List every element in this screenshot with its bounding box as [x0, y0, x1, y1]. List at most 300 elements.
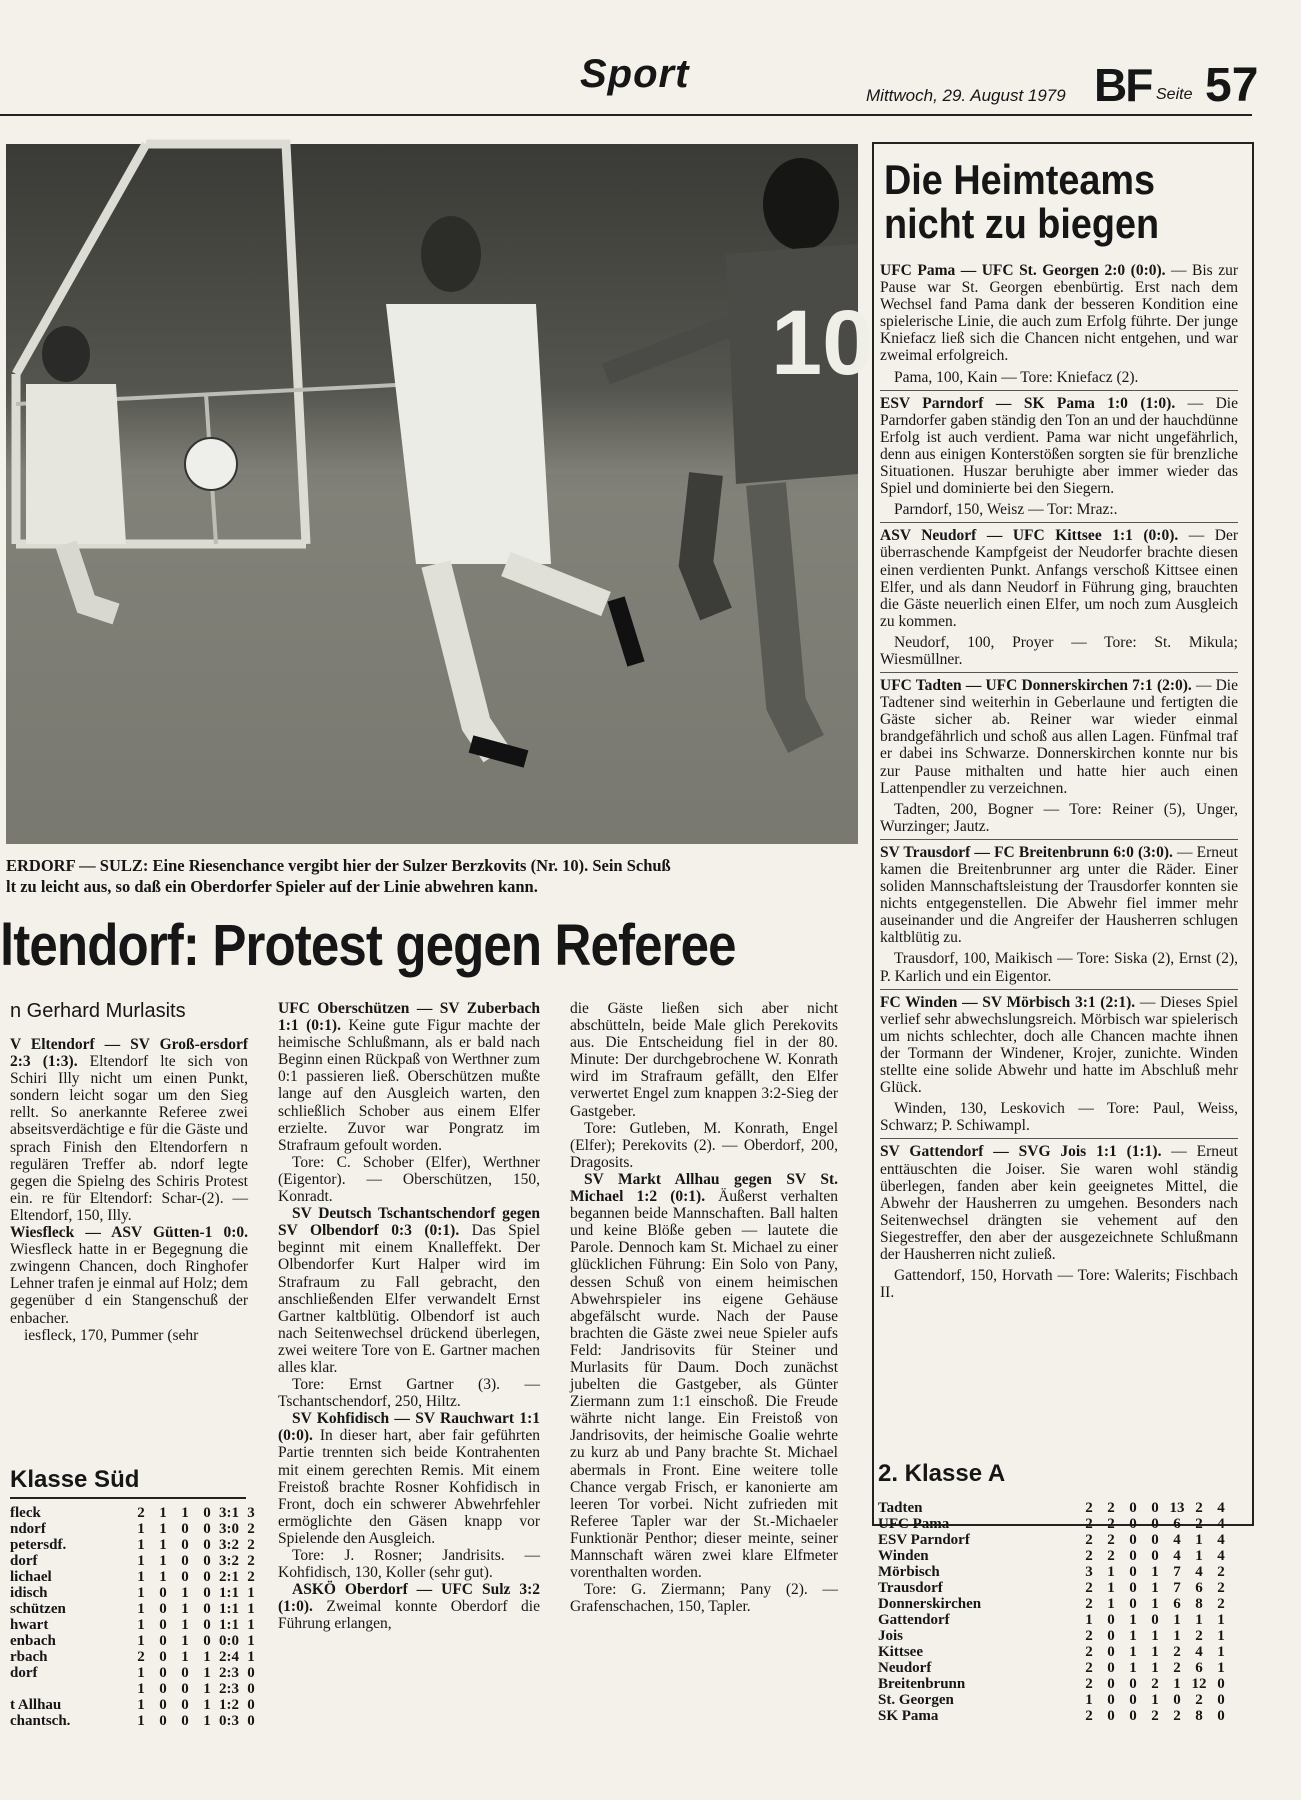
- stat-cell: 4: [1217, 1532, 1225, 1548]
- page-number: 57: [1205, 59, 1259, 112]
- stat-cell: 0: [159, 1633, 167, 1649]
- stat-cell: 6: [1195, 1580, 1203, 1596]
- stat-cell: 1: [203, 1681, 211, 1697]
- stat-cell: 1: [1217, 1628, 1225, 1644]
- stat-cell: 2: [1107, 1532, 1115, 1548]
- stat-cell: 0: [1107, 1628, 1115, 1644]
- stat-cell: 3: [247, 1505, 255, 1521]
- stat-cell: 1: [1129, 1660, 1137, 1676]
- divider: [880, 989, 1238, 990]
- stat-cell: 0: [159, 1617, 167, 1633]
- stat-cell: 0: [1129, 1500, 1137, 1516]
- table-row: [878, 1612, 1232, 1628]
- stat-cell: 1: [1151, 1644, 1159, 1660]
- stat-cell: 2: [247, 1521, 255, 1537]
- match-heading: SV Markt Allhau gegen SV St. Michael 1:2 (0:1).: [570, 1170, 838, 1206]
- stat-cell: 2: [1085, 1676, 1093, 1692]
- stat-cell: 1: [1107, 1596, 1115, 1612]
- stat-cell: 2: [247, 1569, 255, 1585]
- team-name: St. Georgen: [878, 1692, 954, 1708]
- stat-cell: 0: [159, 1649, 167, 1665]
- stat-cell: 4: [1217, 1548, 1225, 1564]
- stat-cell: 1: [203, 1665, 211, 1681]
- match-report: Äußerst verhalten begannen beide Mannschaften. Ball halten und keine Blöße geben — lautete die Parole. Dennoch kam St. Michael zu einer glücklichen Führung: Ein Solo von Pany, dessen Schuß von einem heimischen Abwehrspieler ins eigene Gehäuse abgefälscht wurde. Nach der Pause brachten die Gäste zwei neue Spieler aufs Feld: Jandrisovits für Steiner und Murlasits für Daum. Doch zunächst jubelten die Gastgeber, als Günter Ziermann zum 1:1 einschoß. Die Freude währte nicht lange. Ein Freistoß von Jandrisovits, der heimische Goalie wehrte zu kurz ab und Pany brachte St. Michael abermals in Front. Eine weitere tolle Chance vergab Frisch, er kanonierte am leeren Tor vorbei. Nicht zufrieden mit Referee Tapler war der St.-Michaeler Funktionär Penthor; dieser meinte, seiner Mannschaft wären zwei klare Elfmeter vorenthalten worden.: [570, 1188, 838, 1582]
- stat-cell: 1: [181, 1617, 189, 1633]
- stat-cell: 0: [181, 1537, 189, 1553]
- stat-cell: 1: [137, 1713, 145, 1729]
- stat-cell: 0: [1151, 1532, 1159, 1548]
- table-row: [878, 1628, 1232, 1644]
- match-report: Eltendorf lte sich von Schiri Illy nicht um einen Punkt, sondern leicht sogar um den Sieg rellt. So anerkannte Referee zwei abseitsverdächtige e für die Gäste und sprach Finish den Eltendorfern n regulären Treffer ab. ndorf legte gegen die Spielng des Schiris Protest ein. re für Eltendorf: Schar-(2). — Eltendorf, 150, Illy.: [10, 1053, 248, 1224]
- standings-title: Klasse Süd: [10, 1466, 140, 1493]
- stat-cell: 0: [1129, 1532, 1137, 1548]
- stat-cell: 1: [1085, 1692, 1093, 1708]
- divider: [880, 522, 1238, 523]
- stat-cell: 1:1: [219, 1617, 239, 1633]
- stat-cell: 0: [1129, 1564, 1137, 1580]
- stat-cell: 1: [1217, 1612, 1225, 1628]
- divider: [880, 390, 1238, 391]
- stat-cell: 0: [1129, 1516, 1137, 1532]
- stat-cell: 1: [137, 1633, 145, 1649]
- standings-rule: [10, 1497, 246, 1499]
- stat-cell: 0: [159, 1713, 167, 1729]
- stat-cell: 2:1: [219, 1569, 239, 1585]
- paragraph: [880, 677, 1238, 797]
- stat-cell: 2: [1085, 1516, 1093, 1532]
- stat-cell: 0: [1129, 1548, 1137, 1564]
- stat-cell: 0: [159, 1601, 167, 1617]
- stat-cell: 0: [203, 1505, 211, 1521]
- stat-cell: 1: [137, 1681, 145, 1697]
- stat-cell: 2: [1085, 1548, 1093, 1564]
- stat-cell: 2: [1085, 1596, 1093, 1612]
- stat-cell: 1: [137, 1665, 145, 1681]
- stat-cell: 0: [181, 1553, 189, 1569]
- team-name: enbach: [10, 1633, 56, 1649]
- match-result: Tore: Gutleben, M. Konrath, Engel (Elfer); Perekovits (2). — Oberdorf, 200, Dragosits.: [570, 1119, 838, 1171]
- table-row: [878, 1692, 1232, 1708]
- stat-cell: 0: [203, 1617, 211, 1633]
- match-report: die Gäste ließen sich aber nicht abschütteln, beide Male glich Perekovits aus. Die Entscheidung fiel in der 80. Minute: Der durchgebrochene W. Konrath wird im Strafraum gefällt, den Elfer verwertet Engel zum knappen 3:2-Sieg der Gastgeber.: [570, 1000, 838, 1120]
- match-report: — Die Tadtener sind weiterhin in Geberlaune und fertigten die Gäste sicher ab. Reiner war wieder einmal brandgefährlich und schoß aus allen Lagen. Fünfmal traf er dabei ins Schwarze. Donnerskirchen konnte nur bis zur Pause mithalten und hatte hier auch einen Lattenpendler zu verzeichnen.: [880, 677, 1238, 797]
- stat-cell: 0: [1217, 1708, 1225, 1724]
- stat-cell: 0: [181, 1713, 189, 1729]
- stat-cell: 0: [1129, 1692, 1137, 1708]
- sidebar-headline: Die Heimteams nicht zu biegen: [884, 156, 1160, 247]
- match-heading: UFC Oberschützen — SV Zuberbach 1:1 (0:1).: [278, 1000, 540, 1035]
- stat-cell: 0: [181, 1697, 189, 1713]
- match-result: Tore: Ernst Gartner (3). — Tschantschendorf, 250, Hiltz.: [278, 1376, 540, 1411]
- stat-cell: 2: [1173, 1708, 1181, 1724]
- paragraph: [880, 262, 1238, 365]
- team-name: Kittsee: [878, 1644, 923, 1660]
- stat-cell: 4: [1217, 1500, 1225, 1516]
- stat-cell: 1: [181, 1505, 189, 1521]
- stat-cell: 0: [1107, 1692, 1115, 1708]
- table-row: [878, 1564, 1232, 1580]
- paragraph: [880, 1143, 1238, 1263]
- stat-cell: 4: [1217, 1516, 1225, 1532]
- stat-cell: 2: [1151, 1708, 1159, 1724]
- stat-cell: 1: [137, 1697, 145, 1713]
- jersey-number: 10: [771, 292, 874, 394]
- stat-cell: 1: [1195, 1612, 1203, 1628]
- stat-cell: 0: [181, 1681, 189, 1697]
- stat-cell: 1: [137, 1617, 145, 1633]
- stat-cell: 2: [1195, 1692, 1203, 1708]
- team-name: SK Pama: [878, 1708, 939, 1724]
- stat-cell: 2: [247, 1553, 255, 1569]
- team-name: ndorf: [10, 1521, 46, 1537]
- paragraph: [880, 994, 1238, 1097]
- match-result: Neudorf, 100, Proyer — Tore: St. Mikula; Wiesmüllner.: [880, 633, 1238, 668]
- stat-cell: 0: [1129, 1708, 1137, 1724]
- divider: [880, 672, 1238, 673]
- stat-cell: 0: [247, 1697, 255, 1713]
- stat-cell: 0: [1151, 1516, 1159, 1532]
- team-name: UFC Pama: [878, 1516, 950, 1532]
- team-name: dorf: [10, 1665, 38, 1681]
- stat-cell: 4: [1173, 1548, 1181, 1564]
- stat-cell: 2: [1107, 1500, 1115, 1516]
- article-headline: ltendorf: Protest gegen Referee: [0, 913, 736, 978]
- stat-cell: 1: [247, 1649, 255, 1665]
- match-report: — Erneut enttäuschten die Joiser. Sie waren wohl ständig überlegen, fanden aber kein geeignetes Mittel, die Abwehr der Hausherren zu umgehen. Besonders nach Seitenwechsel drängten sie vehement auf den Siegestreffer, den aber der ausgezeichnete Schlußmann der Hausherren nicht zuließ.: [880, 1143, 1238, 1263]
- match-report: — Die Parndorfer gaben ständig den Ton an und der hauchdünne Erfolg ist auch verdient. Pama war nicht ungefährlich, denn aus einigen Konterstößen sorgten sie für brenzliche Situationen. Huszar beruhigte aber immer wieder das Spiel und dominierte bei den Siegern.: [880, 394, 1238, 498]
- stat-cell: 1: [1173, 1612, 1181, 1628]
- stat-cell: 3:1: [219, 1505, 239, 1521]
- paragraph: [278, 1410, 540, 1547]
- stat-cell: 1: [1195, 1532, 1203, 1548]
- stat-cell: 1: [203, 1713, 211, 1729]
- team-name: Jois: [878, 1628, 904, 1644]
- stat-cell: 0: [181, 1521, 189, 1537]
- stat-cell: 1: [1173, 1628, 1181, 1644]
- stat-cell: 3:2: [219, 1537, 239, 1553]
- stat-cell: 0:3: [219, 1713, 239, 1729]
- stat-cell: 2: [1085, 1532, 1093, 1548]
- team-name: petersdf.: [10, 1537, 67, 1553]
- stat-cell: 4: [1195, 1564, 1203, 1580]
- stat-cell: 4: [1195, 1644, 1203, 1660]
- stat-cell: 0: [1129, 1580, 1137, 1596]
- stat-cell: 0: [203, 1569, 211, 1585]
- stat-cell: 7: [1173, 1564, 1181, 1580]
- stat-cell: 1: [247, 1601, 255, 1617]
- stat-cell: 6: [1195, 1660, 1203, 1676]
- stat-cell: 2:3: [219, 1665, 239, 1681]
- stat-cell: 1: [1107, 1580, 1115, 1596]
- stat-cell: 1: [1217, 1660, 1225, 1676]
- stat-cell: 1:1: [219, 1601, 239, 1617]
- table-row: [10, 1521, 262, 1537]
- divider: [880, 1138, 1238, 1139]
- stat-cell: 2: [1107, 1516, 1115, 1532]
- standings-table: [10, 1505, 262, 1729]
- stat-cell: 1: [1107, 1564, 1115, 1580]
- stat-cell: 0: [1151, 1548, 1159, 1564]
- table-row: [10, 1633, 262, 1649]
- stat-cell: 1: [203, 1697, 211, 1713]
- stat-cell: 0: [203, 1537, 211, 1553]
- match-heading: SV Kohfidisch — SV Rauchwart 1:1 (0:0).: [278, 1410, 540, 1445]
- paragraph: [278, 1205, 540, 1376]
- stat-cell: 1: [181, 1601, 189, 1617]
- caption-line: ERDORF — SULZ: Eine Riesenchance vergibt hier der Sulzer Berzkovits (Nr. 10). Sein Schuß: [6, 856, 671, 875]
- divider: [880, 839, 1238, 840]
- stat-cell: 0: [159, 1697, 167, 1713]
- standings-table: [878, 1500, 1232, 1724]
- paragraph: [880, 395, 1238, 498]
- match-heading: V Eltendorf — SV Groß-ersdorf 2:3 (1:3).: [10, 1036, 248, 1071]
- table-row: [878, 1580, 1232, 1596]
- stat-cell: 0: [181, 1569, 189, 1585]
- stat-cell: 7: [1173, 1580, 1181, 1596]
- stat-cell: 1: [247, 1617, 255, 1633]
- team-name: Trausdorf: [878, 1580, 943, 1596]
- table-row: [878, 1644, 1232, 1660]
- match-report: Wiesfleck hatte in er Begegnung die zwingenn Chancen, doch Ringhofer Lehner trafen je einmal auf Holz; dem gegenüber d ein Stangenschuß der enbacher.: [10, 1241, 248, 1327]
- stat-cell: 13: [1169, 1500, 1185, 1516]
- stat-cell: 1: [1195, 1548, 1203, 1564]
- stat-cell: 0: [203, 1553, 211, 1569]
- team-name: fleck: [10, 1505, 41, 1521]
- match-report: — Bis zur Pause war St. Georgen ebenbürtig. Erst nach dem Wechsel fand Pama dank der besseren Kondition eine spielerische Linie, die auch zum Erfolg führte. Der junge Kniefacz ließ sich die Chancen nicht entgehen, und war zweimal erfolgreich.: [880, 262, 1238, 365]
- match-heading: SV Trausdorf — FC Breitenbrunn 6:0 (3:0).: [880, 843, 1173, 861]
- team-name: chantsch.: [10, 1713, 71, 1729]
- paragraph: [880, 527, 1238, 630]
- stat-cell: 3:0: [219, 1521, 239, 1537]
- stat-cell: 1: [137, 1601, 145, 1617]
- team-name: rbach: [10, 1649, 48, 1665]
- stat-cell: 1: [181, 1649, 189, 1665]
- photo-caption: [6, 855, 856, 897]
- team-name: Winden: [878, 1548, 929, 1564]
- match-report: — Dieses Spiel verlief sehr abwechslungsreich. Mörbisch war spielerisch um nichts schlechter, doch alle Chancen machte ihnen der Tormann der Windener, Krojer, zunichte. Winden stellte eine solide Abwehr und hatte im Abschluß mehr Glück.: [880, 993, 1238, 1097]
- table-row: [878, 1516, 1232, 1532]
- match-result: Winden, 130, Leskovich — Tore: Paul, Weiss, Schwarz; P. Schiwampl.: [880, 1100, 1238, 1135]
- table-row: [10, 1601, 262, 1617]
- table-row: [10, 1697, 262, 1713]
- match-result: Gattendorf, 150, Horvath — Tore: Walerits; Fischbach II.: [880, 1267, 1238, 1302]
- stat-cell: 1: [137, 1553, 145, 1569]
- stat-cell: 1: [1173, 1676, 1181, 1692]
- stat-cell: 2: [1151, 1676, 1159, 1692]
- stat-cell: 2: [1217, 1580, 1225, 1596]
- table-row: [10, 1569, 262, 1585]
- table-row: [878, 1660, 1232, 1676]
- stat-cell: 1: [247, 1633, 255, 1649]
- stat-cell: 1: [1151, 1580, 1159, 1596]
- table-row: [878, 1708, 1232, 1724]
- stat-cell: 1: [137, 1585, 145, 1601]
- match-result: Tore: C. Schober (Elfer), Werthner (Eigentor). — Oberschützen, 150, Konradt.: [278, 1153, 540, 1206]
- stat-cell: 1:2: [219, 1697, 239, 1713]
- match-result: iesfleck, 170, Pummer (sehr: [24, 1326, 199, 1344]
- stat-cell: 0: [1129, 1676, 1137, 1692]
- match-result: Parndorf, 150, Weisz — Tor: Mraz:.: [894, 501, 1118, 519]
- stat-cell: 0: [203, 1633, 211, 1649]
- match-report: Das Spiel beginnt mit einem Knalleffekt. Der Olbendorfer Kurt Halper wird im Strafraum zu Fall gebracht, den anschließenden Elfer verwandelt Ernst Gartner kaltblütig. Olbendorf ist auch nach Seitenwechsel drückend überlegen, zwei weitere Tore von E. Gartner machen alles klar.: [278, 1222, 541, 1376]
- stat-cell: 3: [1085, 1564, 1093, 1580]
- stat-cell: 2: [1085, 1644, 1093, 1660]
- issue-date: Mittwoch, 29. August 1979: [866, 86, 1066, 105]
- stat-cell: 8: [1195, 1596, 1203, 1612]
- team-name: Breitenbrunn: [878, 1676, 966, 1692]
- stat-cell: 0: [159, 1681, 167, 1697]
- stat-cell: 1: [1151, 1660, 1159, 1676]
- table-row: [10, 1617, 262, 1633]
- team-name: dorf: [10, 1553, 38, 1569]
- team-name: idisch: [10, 1585, 48, 1601]
- table-row: [10, 1665, 262, 1681]
- stat-cell: 2: [1217, 1564, 1225, 1580]
- stat-cell: 0: [1173, 1692, 1181, 1708]
- caption-line: lt zu leicht aus, so daß ein Oberdorfer Spieler auf der Linie abwehren kann.: [6, 877, 538, 896]
- stat-cell: 0: [159, 1665, 167, 1681]
- table-row: [878, 1676, 1232, 1692]
- table-row: [10, 1585, 262, 1601]
- stat-cell: 2: [1217, 1596, 1225, 1612]
- stat-cell: 1: [159, 1553, 167, 1569]
- team-name: lichael: [10, 1569, 52, 1585]
- team-name: t Allhau: [10, 1697, 62, 1713]
- team-name: schützen: [10, 1601, 66, 1617]
- stat-cell: 12: [1191, 1676, 1207, 1692]
- stat-cell: 0: [1217, 1692, 1225, 1708]
- stat-cell: 2: [1195, 1628, 1203, 1644]
- stat-cell: 6: [1173, 1596, 1181, 1612]
- stat-cell: 1: [181, 1633, 189, 1649]
- football: [185, 438, 237, 490]
- stat-cell: 2: [1085, 1660, 1093, 1676]
- match-heading: UFC Tadten — UFC Donnerskirchen 7:1 (2:0).: [880, 677, 1192, 695]
- stat-cell: 2: [1085, 1628, 1093, 1644]
- stat-cell: 1: [1129, 1644, 1137, 1660]
- match-heading: Wiesfleck — ASV Gütten-1 0:0.: [10, 1224, 248, 1242]
- header-rule: [0, 114, 1252, 116]
- stat-cell: 0: [1107, 1612, 1115, 1628]
- match-heading: ASV Neudorf — UFC Kittsee 1:1 (0:0).: [880, 527, 1179, 545]
- stat-cell: 1: [181, 1585, 189, 1601]
- stat-cell: 1:1: [219, 1585, 239, 1601]
- match-result: Tore: G. Ziermann; Pany (2). — Grafenschachen, 150, Tapler.: [570, 1581, 838, 1616]
- table-row: [878, 1596, 1232, 1612]
- team-name: Donnerskirchen: [878, 1596, 982, 1612]
- team-name: ESV Parndorf: [878, 1532, 970, 1548]
- match-result: Trausdorf, 100, Maikisch — Tore: Siska (2), Ernst (2), P. Karlich und ein Eigentor.: [880, 950, 1238, 985]
- stat-cell: 0: [1107, 1644, 1115, 1660]
- team-name: Neudorf: [878, 1660, 932, 1676]
- paragraph: [570, 1171, 838, 1581]
- stat-cell: 2: [1085, 1708, 1093, 1724]
- stat-cell: 1: [1129, 1612, 1137, 1628]
- match-result: Tore: J. Rosner; Jandrisits. — Kohfidisch, 130, Koller (sehr gut).: [278, 1547, 540, 1582]
- stat-cell: 0: [159, 1585, 167, 1601]
- paragraph: [10, 1036, 248, 1224]
- team-name: Gattendorf: [878, 1612, 950, 1628]
- stat-cell: 3:2: [219, 1553, 239, 1569]
- stat-cell: 1: [137, 1537, 145, 1553]
- table-row: [10, 1505, 262, 1521]
- stat-cell: 1: [137, 1569, 145, 1585]
- stat-cell: 1: [1151, 1596, 1159, 1612]
- stat-cell: 2:3: [219, 1681, 239, 1697]
- stat-cell: 0: [203, 1521, 211, 1537]
- table-row: [878, 1500, 1232, 1516]
- byline: n Gerhard Murlasits: [10, 1000, 186, 1022]
- match-heading: SV Gattendorf — SVG Jois 1:1 (1:1).: [880, 1143, 1162, 1161]
- match-heading: FC Winden — SV Mörbisch 3:1 (2:1).: [880, 993, 1136, 1011]
- table-row: [878, 1532, 1232, 1548]
- paragraph: [278, 1581, 540, 1632]
- stat-cell: 0: [1107, 1676, 1115, 1692]
- stat-cell: 0:0: [219, 1633, 239, 1649]
- stat-cell: 0: [203, 1601, 211, 1617]
- match-report: Keine gute Figur machte der heimische Schlußmann, als er bald nach Beginn einen Rückpaß von Werthner zum 0:1 passieren ließ. Oberschützen mußte lange auf den Ausgleich warten, den schließlich Schober aus einem Elfer erzielte. Zuvor war Pongratz im Strafraum gefoult worden.: [278, 1017, 540, 1154]
- stat-cell: 0: [203, 1585, 211, 1601]
- section-title: Sport: [580, 52, 690, 96]
- stat-cell: 2: [247, 1537, 255, 1553]
- stat-cell: 1: [1151, 1692, 1159, 1708]
- match-report: Zweimal konnte Oberdorf die Führung erlangen,: [278, 1598, 540, 1633]
- standings-title: 2. Klasse A: [878, 1460, 1006, 1487]
- match-heading: ASKÖ Oberdorf — UFC Sulz 3:2 (1:0).: [278, 1581, 540, 1616]
- article-column-2: [278, 1000, 540, 1632]
- table-row: [10, 1713, 262, 1729]
- match-report: — Erneut kamen die Breitenbrunner arg unter die Räder. Einer soliden Mannschaftsleistung der Trausdorfer konnten sie nichts entgegenstellen. Die Abwehr fiel immer mehr auseinander und die Angreifer der Hausherren schlugen kaltblütig zu.: [880, 843, 1238, 947]
- table-row: [10, 1553, 262, 1569]
- stat-cell: 1: [1217, 1644, 1225, 1660]
- stat-cell: 1: [1151, 1564, 1159, 1580]
- stat-cell: 1: [159, 1505, 167, 1521]
- stat-cell: 0: [1151, 1500, 1159, 1516]
- stat-cell: 0: [247, 1665, 255, 1681]
- stat-cell: 4: [1173, 1532, 1181, 1548]
- stat-cell: 0: [1107, 1708, 1115, 1724]
- stat-cell: 1: [1151, 1628, 1159, 1644]
- match-heading: UFC Pama — UFC St. Georgen 2:0 (0:0).: [880, 262, 1166, 279]
- stat-cell: 0: [1151, 1612, 1159, 1628]
- article-column-1: [10, 1036, 248, 1344]
- match-heading: SV Deutsch Tschantschendorf gegen SV Olbendorf 0:3 (0:1).: [278, 1205, 540, 1240]
- stat-cell: 1: [137, 1521, 145, 1537]
- team-name: [10, 1681, 130, 1697]
- match-report: In dieser hart, aber fair geführten Partie trennten sich beide Kontrahenten mit einem gerechten Remis. Mit einem Freistoß brachte Rosner Kohfidisch in Front, doch ein schwerer Abwehrfehler ermöglichte den Gäsen knapp vor Spielende den Ausgleich.: [278, 1427, 540, 1547]
- stat-cell: 2: [1085, 1500, 1093, 1516]
- stat-cell: 2: [1085, 1580, 1093, 1596]
- table-row: [10, 1537, 262, 1553]
- stat-cell: 0: [247, 1713, 255, 1729]
- stat-cell: 0: [181, 1665, 189, 1681]
- match-result: Pama, 100, Kain — Tore: Kniefacz (2).: [894, 368, 1139, 386]
- stat-cell: 1: [159, 1569, 167, 1585]
- photo-illustration: [6, 144, 874, 844]
- stat-cell: 2: [1107, 1548, 1115, 1564]
- page-label: Seite: [1156, 86, 1193, 103]
- paragraph: [278, 1000, 540, 1154]
- stat-cell: 0: [1107, 1660, 1115, 1676]
- stat-cell: 1: [159, 1537, 167, 1553]
- table-row: [10, 1681, 262, 1697]
- table-row: [878, 1548, 1232, 1564]
- team-name: hwart: [10, 1617, 49, 1633]
- stat-cell: 1: [247, 1585, 255, 1601]
- sidebar-column: [880, 262, 1238, 1305]
- stat-cell: 2: [1195, 1516, 1203, 1532]
- stat-cell: 0: [1129, 1596, 1137, 1612]
